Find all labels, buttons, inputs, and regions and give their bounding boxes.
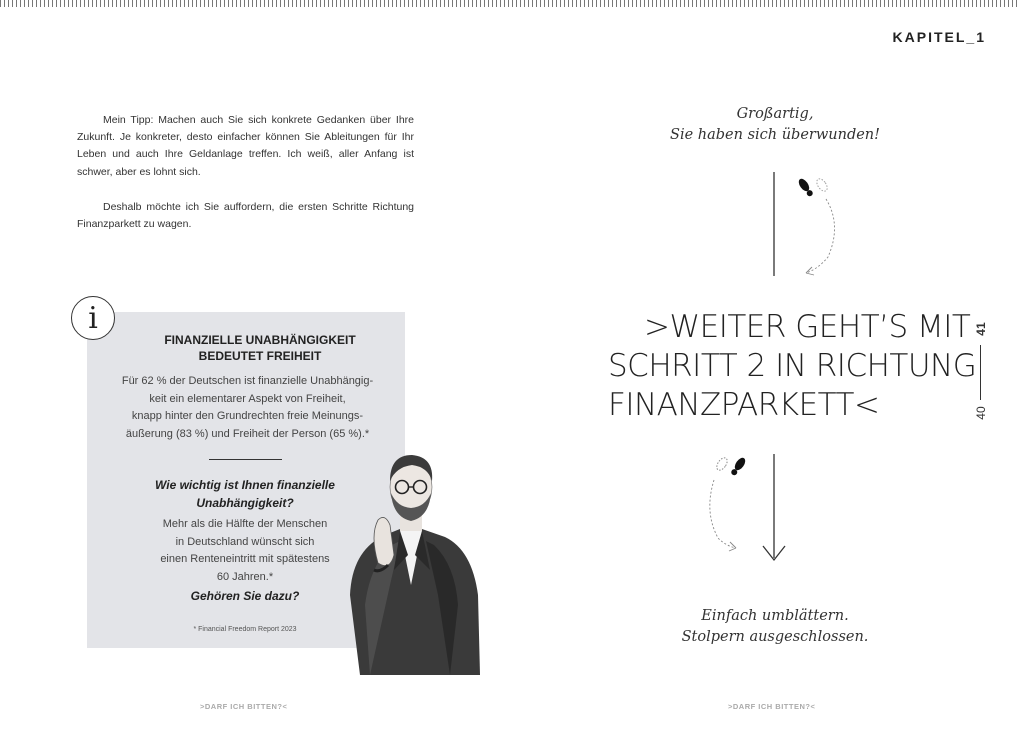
info-text-line: keit ein elementarer Aspekt von Freiheit, xyxy=(149,392,346,405)
headline-line: >WEITER GEHT’S MIT xyxy=(644,309,971,345)
info-text-line: knapp hinter den Grundrechten freie Meinungs- xyxy=(131,410,364,422)
info-box-answer xyxy=(140,516,350,586)
body-paragraph-2: Deshalb möchte ich Sie auffordern, die ersten Schritte Richtung Finanzparkett zu wagen. xyxy=(77,201,414,231)
headline xyxy=(608,308,977,425)
info-box-statistic xyxy=(100,373,395,443)
page-numbers xyxy=(968,320,994,425)
top-message xyxy=(652,104,898,146)
info-box-title xyxy=(120,332,400,364)
info-text-line: äußerung (83 %) und Freiheit der Person (65 %).* xyxy=(125,427,370,440)
bottom-message xyxy=(652,606,898,648)
info-question xyxy=(135,476,355,512)
answer-line: 60 Jahren.* xyxy=(216,570,274,583)
body-paragraph-1: Mein Tipp: Machen auch Sie sich konkrete Gedanken über Ihre Zukunft. Je konkreter, desto einfacher können Sie Ableitungen für Ihr Leben und auch Ihre Geldanlage treffen. Ich weiß, aller Anfang ist schwer, aber es lohnt sich. xyxy=(77,114,414,178)
top-ruler-decoration xyxy=(0,0,1020,7)
question-line: Wie wichtig ist Ihnen finanzielle xyxy=(155,478,335,492)
page-number-41: 41 xyxy=(974,322,988,336)
headline-line: FINANZPARKETT< xyxy=(608,387,880,423)
question-line: Unabhängigkeit? xyxy=(196,496,294,510)
footer-tagline-left: >DARF ICH BITTEN?< xyxy=(200,702,288,711)
chapter-label: KAPITEL_1 xyxy=(892,29,986,45)
info-question-2: Gehören Sie dazu? xyxy=(190,589,300,603)
info-title-line: BEDEUTET FREIHEIT xyxy=(198,349,322,363)
info-title-line: FINANZIELLE UNABHÄNGIGKEIT xyxy=(164,333,356,347)
answer-line: einen Renteneintritt mit spätestens xyxy=(160,553,330,565)
info-icon: i xyxy=(71,296,115,340)
bottom-message-line: Stolpern ausgeschlossen. xyxy=(681,629,869,645)
info-divider xyxy=(209,459,282,460)
top-message-line: Großartig, xyxy=(736,106,814,122)
footsteps-bottom-decoration xyxy=(700,450,800,565)
footer-tagline-right: >DARF ICH BITTEN?< xyxy=(728,702,816,711)
answer-line: in Deutschland wünscht sich xyxy=(175,535,315,548)
answer-line: Mehr als die Hälfte der Menschen xyxy=(162,518,328,530)
top-message-line: Sie haben sich überwunden! xyxy=(670,127,880,143)
footsteps-top-decoration xyxy=(760,165,850,280)
bottom-message-line: Einfach umblättern. xyxy=(701,608,849,624)
headline-line: SCHRITT 2 IN RICHTUNG xyxy=(608,348,977,384)
man-illustration xyxy=(330,445,490,675)
page-number-divider xyxy=(980,345,981,400)
info-text-line: Für 62 % der Deutschen ist finanzielle Unabhängig- xyxy=(121,375,374,387)
page-number-40: 40 xyxy=(974,406,988,420)
info-footnote: * Financial Freedom Report 2023 xyxy=(193,626,297,633)
